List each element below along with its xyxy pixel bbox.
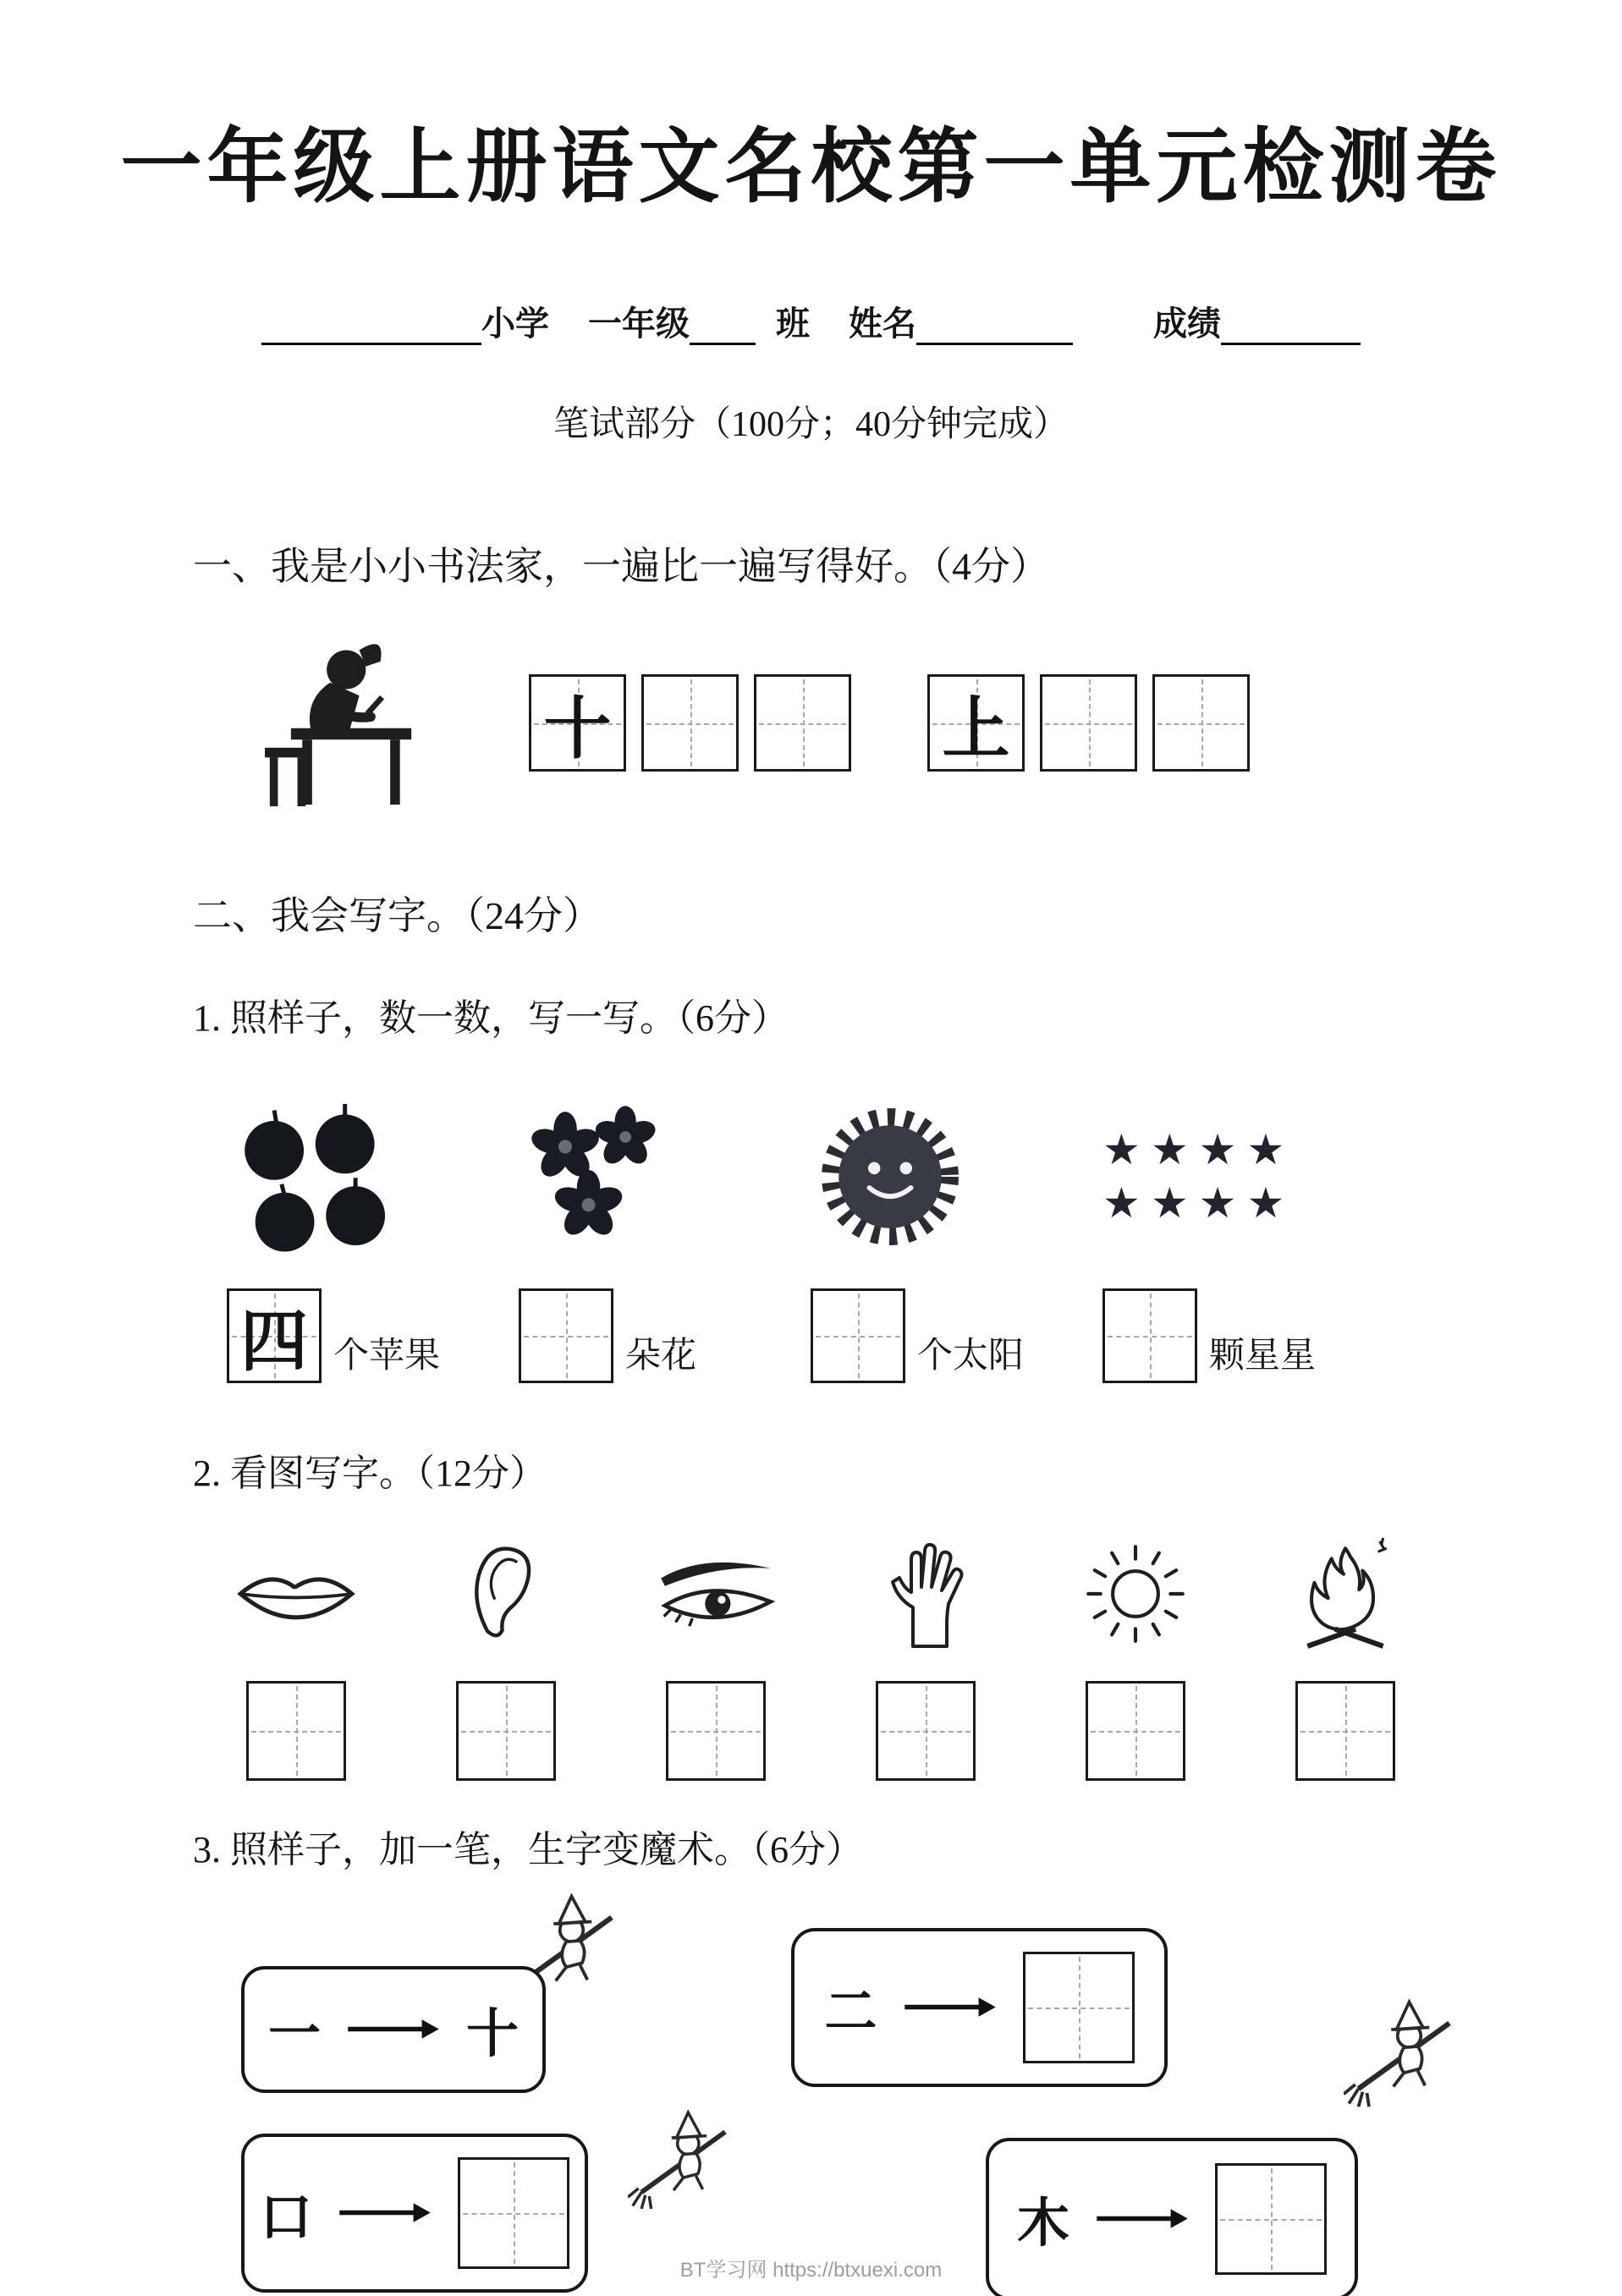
section1-writing-row bbox=[245, 634, 1622, 813]
flowers-cell bbox=[519, 1075, 811, 1278]
section1-heading: 一、我是小小书法家，一遍比一遍写得好。（4分） bbox=[193, 544, 1049, 588]
score-blank-line bbox=[1221, 306, 1361, 345]
stars-cell bbox=[1102, 1075, 1394, 1278]
answer-box-empty bbox=[811, 1288, 905, 1383]
answer-box bbox=[227, 1288, 322, 1383]
lips-icon bbox=[232, 1530, 360, 1657]
section2-sub1-heading: 1. 照样子，数一数，写一写。（6分） bbox=[193, 997, 789, 1039]
student-info-line bbox=[0, 297, 1622, 345]
score-label: 成绩 bbox=[1153, 305, 1221, 343]
witch-on-broom-icon bbox=[628, 2099, 745, 2216]
fire-item bbox=[1240, 1530, 1450, 1781]
arrow-right-icon bbox=[903, 1996, 998, 2019]
eye-icon bbox=[647, 1530, 784, 1657]
section2-heading: 二、我会写字。（24分） bbox=[193, 893, 602, 937]
eye-item bbox=[611, 1530, 821, 1781]
answer-box-empty bbox=[458, 2157, 569, 2269]
example-char: 上 bbox=[942, 693, 1010, 768]
magic-stroke-area bbox=[0, 1886, 1622, 2296]
stars-icon bbox=[1102, 1123, 1295, 1229]
name-label: 姓名 bbox=[849, 305, 916, 343]
magic-from-char: 二 bbox=[824, 1984, 877, 2042]
section2-sub2-heading: 2. 看图写字。（12分） bbox=[193, 1452, 547, 1494]
writing-box-empty bbox=[754, 674, 851, 772]
apples-icon bbox=[227, 1097, 406, 1256]
flowers-icon bbox=[519, 1104, 664, 1250]
answer-box-empty bbox=[1023, 1952, 1135, 2063]
sun-face-icon bbox=[811, 1097, 970, 1256]
writing-box-empty bbox=[1040, 674, 1137, 772]
magic-from-char: 一 bbox=[267, 2006, 321, 2064]
writing-box-empty bbox=[246, 1681, 346, 1781]
apples-answer bbox=[227, 1288, 519, 1383]
answer-box-empty bbox=[519, 1288, 613, 1383]
magic-from-char: 口 bbox=[259, 2189, 312, 2248]
example-char: 十 bbox=[543, 693, 612, 768]
class-blank-line bbox=[690, 306, 756, 345]
arrow-right-icon bbox=[346, 2018, 441, 2041]
school-blank-line bbox=[261, 306, 481, 345]
lips-item bbox=[191, 1530, 401, 1781]
hand-icon bbox=[879, 1530, 972, 1657]
magic-from-char: 木 bbox=[1016, 2195, 1069, 2254]
unit-label: 个苹果 bbox=[333, 1336, 441, 1376]
grade-label: 一年级 bbox=[588, 305, 690, 343]
writing-box-empty bbox=[1152, 674, 1250, 772]
writing-box-empty bbox=[876, 1681, 976, 1781]
sun-icon bbox=[1083, 1530, 1188, 1657]
unit-label: 颗星星 bbox=[1209, 1336, 1317, 1376]
example-box-shi bbox=[529, 674, 626, 772]
girl-writing-icon bbox=[245, 634, 457, 813]
unit-label: 朵花 bbox=[625, 1336, 697, 1376]
sun-item bbox=[1031, 1530, 1240, 1781]
counting-answers-row bbox=[227, 1288, 1622, 1383]
writing-box-empty bbox=[641, 674, 739, 772]
arrow-right-icon bbox=[1095, 2207, 1190, 2230]
ear-item bbox=[401, 1530, 611, 1781]
sun-answer bbox=[811, 1288, 1102, 1383]
magic-to-char: 十 bbox=[466, 2006, 520, 2064]
writing-box-empty bbox=[666, 1681, 766, 1781]
stars-row: ★★★★ bbox=[1102, 1126, 1295, 1174]
example-box-shang bbox=[927, 674, 1025, 772]
school-label: 小学 bbox=[481, 305, 549, 343]
writing-box-empty bbox=[1295, 1681, 1395, 1781]
answer-char: 四 bbox=[240, 1305, 308, 1381]
stars-answer bbox=[1102, 1288, 1394, 1383]
arrow-right-icon bbox=[338, 2201, 432, 2224]
writing-box-empty bbox=[456, 1681, 556, 1781]
exam-subtitle: 笔试部分（100分；40分钟完成） bbox=[553, 404, 1069, 444]
class-label: 班 bbox=[776, 305, 810, 343]
magic-task-box bbox=[791, 1928, 1168, 2087]
apples-cell bbox=[227, 1075, 519, 1278]
page-title: 一年级上册语文名校第一单元检测卷 bbox=[120, 122, 1502, 212]
flowers-answer bbox=[519, 1288, 811, 1383]
writing-box-empty bbox=[1086, 1681, 1185, 1781]
stars-row: ★★★★ bbox=[1102, 1178, 1295, 1227]
writing-group-shi bbox=[529, 674, 851, 772]
picture-writing-row bbox=[191, 1530, 1622, 1781]
unit-label: 个太阳 bbox=[917, 1336, 1025, 1376]
answer-box-empty bbox=[1102, 1288, 1197, 1383]
hand-item bbox=[821, 1530, 1031, 1781]
name-blank-line bbox=[916, 306, 1073, 345]
writing-group-shang bbox=[927, 674, 1250, 772]
ear-icon bbox=[469, 1530, 543, 1657]
witch-on-broom-icon bbox=[1344, 1987, 1471, 2114]
section2-sub3-heading: 3. 照样子，加一笔，生字变魔术。（6分） bbox=[193, 1828, 863, 1870]
sun-cell bbox=[811, 1075, 1102, 1278]
counting-pictures-row bbox=[227, 1075, 1622, 1278]
magic-example-box bbox=[241, 1966, 546, 2093]
watermark-footer: BT学习网 https://btxuexi.com bbox=[679, 2259, 943, 2282]
fire-icon bbox=[1294, 1530, 1397, 1657]
